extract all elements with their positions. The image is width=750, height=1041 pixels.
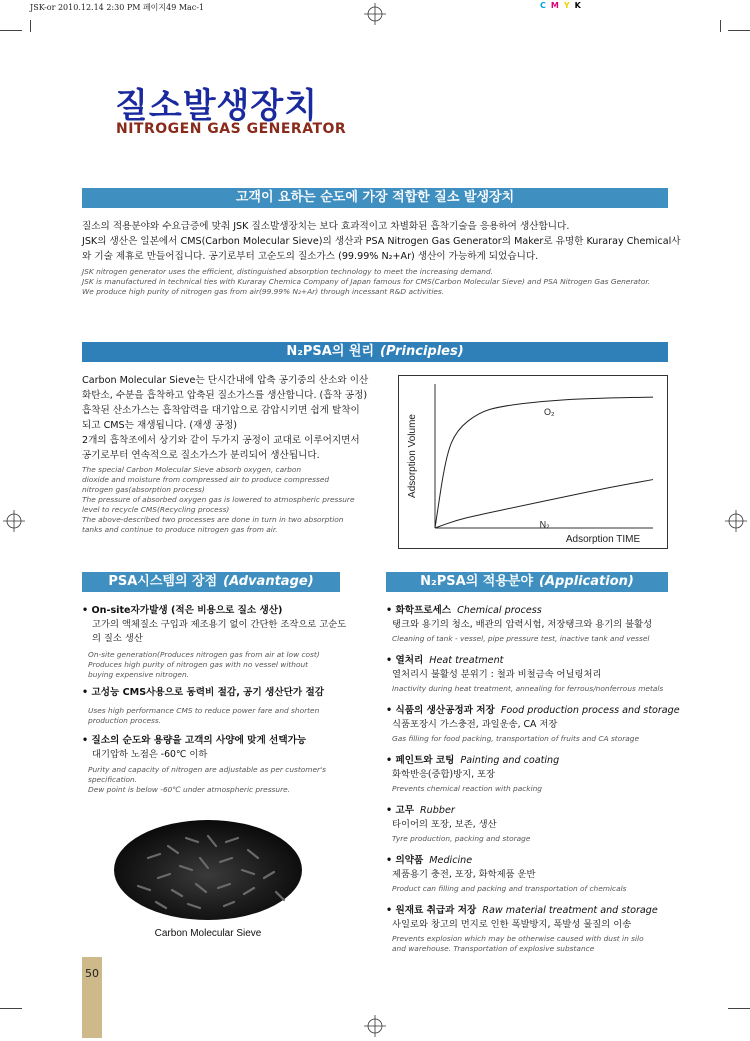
application-band-ko: N₂PSA의 적용분야	[420, 574, 534, 589]
crop-mark	[728, 30, 750, 31]
o2-series-label: O₂	[544, 407, 555, 418]
application-item-title-en: Raw material treatment and storage	[482, 905, 658, 916]
application-item-title-ko: • 의약품	[386, 855, 424, 866]
intro-ko-line: 와 기술 제휴로 만들어집니다. 공기로부터 고순도의 질소가스 (99.99% N₂+Ar) 생산이 가능하게 되었습니다.	[82, 251, 539, 262]
page-title: 질소발생장치	[115, 86, 319, 126]
intro-band: 고객이 요하는 순도에 가장 적합한 질소 발생장치	[82, 188, 668, 208]
page-subtitle: NITROGEN GAS GENERATOR	[116, 121, 347, 137]
application-item-title-en: Rubber	[420, 805, 455, 816]
application-item-title-en: Medicine	[429, 855, 473, 866]
cmyk-marks	[540, 1, 586, 10]
advantage-item-title: • 고성능 CMS사용으로 동력비 절감, 공기 생산단가 절감	[82, 687, 325, 698]
crop-mark	[0, 1008, 22, 1009]
application-item-en: and warehouse. Transportation of explosive substance	[392, 944, 595, 953]
principles-en-line: level to recycle CMS(Recycling process)	[82, 505, 230, 514]
application-item-title-ko: • 고무	[386, 805, 415, 816]
application-item	[386, 654, 686, 694]
application-item-title	[386, 854, 686, 868]
application-item-ko: 탱크와 용기의 청소, 배관의 압력시험, 저장탱크와 용기의 불활성	[392, 619, 653, 630]
application-item	[386, 904, 686, 954]
application-item-title	[386, 604, 686, 618]
application-item	[386, 754, 686, 794]
advantage-item	[82, 686, 372, 726]
principles-en-line: tanks and continue to produce nitrogen gas from air.	[82, 525, 278, 534]
y-axis-label: Adsorption Volume	[407, 414, 418, 498]
principles-ko-line: 공기로부터 연속적으로 질소가스가 분리되어 생산됩니다.	[82, 450, 320, 461]
carbon-molecular-sieve-photo	[108, 798, 308, 928]
cmyk-k: K	[574, 1, 586, 10]
principles-en-line: The pressure of absorbed oxygen gas is lowered to atmospheric pressure	[82, 495, 355, 504]
crop-mark	[728, 1008, 750, 1009]
photo-caption: Carbon Molecular Sieve	[154, 928, 262, 939]
principles-ko-line: 흡착된 산소가스는 흡착압력을 대기압으로 감압시키면 쉽게 탈착이	[82, 405, 360, 416]
page-number: 50	[82, 957, 102, 1038]
crop-mark	[30, 20, 31, 32]
advantage-item-ko: 의 질소 생산	[92, 633, 143, 644]
x-axis-label: Adsorption TIME	[565, 534, 641, 545]
application-item-title-ko: • 열처리	[386, 655, 424, 666]
intro-en-line: JSK nitrogen generator uses the efficient, distinguished absorption technology to meet the increasing demand.	[82, 267, 494, 276]
application-item-title-en: Chemical process	[457, 605, 542, 616]
application-item-ko: 화학반응(중합)방지, 포장	[392, 769, 495, 780]
principles-ko-line: 2개의 흡착조에서 상기와 같이 두가지 공정이 교대로 이루어지면서	[82, 435, 360, 446]
application-item-en: Prevents chemical reaction with packing	[392, 784, 542, 793]
advantage-item	[82, 734, 372, 795]
cmyk-y: Y	[563, 1, 575, 10]
advantage-item-en: production process.	[88, 716, 162, 725]
intro-text	[82, 219, 682, 297]
application-item-en: Prevents explosion which may be otherwise caused with dust in silo	[392, 934, 644, 943]
application-item-ko: 제품용기 충전, 포장, 화학제품 운반	[392, 869, 536, 880]
application-item-title-ko: • 페인트와 코팅	[386, 755, 455, 766]
intro-en-line: We produce high purity of nitrogen gas from air(99.99% N₂+Ar) through incessant R&D activities.	[82, 287, 445, 296]
advantage-item-en: buying expensive nitrogen.	[88, 670, 190, 679]
application-item-title-ko: • 화학프로세스	[386, 605, 452, 616]
intro-ko-line: 질소의 적용분야와 수요급증에 맞춰 JSK 질소발생장치는 보다 효과적이고 차별화된 흡착기술을 응용하여 생산합니다.	[82, 221, 570, 232]
application-item-ko: 열처리시 불활성 분위기 : 철과 비철금속 어닐링처리	[392, 669, 602, 680]
advantage-item-ko: 대기압하 노점은 -60℃ 이하	[92, 749, 208, 760]
application-item-title	[386, 654, 686, 668]
application-item-title	[386, 704, 686, 718]
application-item-title-en: Painting and coating	[460, 755, 560, 766]
registration-mark-left-icon	[3, 510, 25, 532]
application-item-ko: 타이어의 포장, 보존, 생산	[392, 819, 497, 830]
application-item-title	[386, 754, 686, 768]
application-item-ko: 식품포장시 가스충전, 과일운송, CA 저장	[392, 719, 558, 730]
advantage-band-en: (Advantage)	[223, 574, 314, 589]
application-item-en: Product can filling and packing and transportation of chemicals	[392, 884, 627, 893]
application-item-title-en: Heat treatment	[429, 655, 504, 666]
principles-band-ko: N₂PSA의 원리	[286, 344, 375, 359]
application-item-title	[386, 904, 686, 918]
registration-mark-right-icon	[725, 510, 747, 532]
adsorption-chart	[398, 375, 668, 549]
application-item-en: Cleaning of tank - vessel, pipe pressure test, inactive tank and vessel	[392, 634, 650, 643]
principles-ko-line: Carbon Molecular Sieve는 단시간내에 압축 공기중의 산소와 이산	[82, 375, 369, 386]
crop-mark	[0, 30, 22, 31]
advantage-item	[82, 604, 372, 680]
intro-en-line: JSK is manufactured in technical ties with Kuraray Chemica Company of Japan famous for CMS(Carbon Molecular Sieve) and PSA Nitrogen Gas Generator.	[82, 277, 651, 286]
application-item-title-ko: • 원재료 취급과 저장	[386, 905, 477, 916]
advantage-item-ko: 고가의 액체질소 구입과 제조용기 없이 간단한 조작으로 고순도	[92, 619, 347, 630]
principles-en-line: dioxide and moisture from compressed air to produce compressed	[82, 475, 330, 484]
cmyk-c: C	[540, 1, 551, 10]
cmyk-m: M	[550, 1, 564, 10]
advantage-item-en: Purity and capacity of nitrogen are adjustable as per customer's	[88, 765, 326, 774]
application-item-title	[386, 804, 686, 818]
adsorption-chart-svg	[399, 376, 667, 548]
advantage-list	[82, 604, 372, 795]
application-item-en: Tyre production, packing and storage	[392, 834, 531, 843]
principles-en-line: The special Carbon Molecular Sieve absorb oxygen, carbon	[82, 465, 302, 474]
advantage-item-en: Uses high performance CMS to reduce power fare and shorten	[88, 706, 320, 715]
application-list	[386, 604, 686, 954]
application-item-title-en: Food production process and storage	[500, 705, 680, 716]
principles-en-line: The above-described two processes are done in turn in two absorption	[82, 515, 344, 524]
intro-ko-line: JSK의 생산은 일본에서 CMS(Carbon Molecular Sieve)의 생산과 PSA Nitrogen Gas Generator의 Maker로 유명한 Kuraray Chemical사	[82, 236, 681, 247]
advantage-item-title: • On-site자가발생 (적은 비용으로 질소 생산)	[82, 605, 283, 616]
application-band	[386, 572, 668, 592]
print-header: JSK-or 2010.12.14 2:30 PM 페이지49 Mac-1	[30, 3, 205, 12]
registration-mark-bottom-icon	[364, 1015, 386, 1037]
application-item	[386, 704, 686, 744]
application-item-ko: 사일로와 창고의 먼지로 인한 폭발방지, 폭발성 물질의 이송	[392, 919, 632, 930]
principles-ko-line: 화탄소, 수분을 흡착하고 압축된 질소가스를 생산합니다. (흡착 공정)	[82, 390, 368, 401]
principles-ko-line: 되고 CMS는 재생됩니다. (재생 공정)	[82, 420, 238, 431]
advantage-band	[82, 572, 340, 592]
advantage-item-en: Produces high purity of nitrogen gas with no vessel without	[88, 660, 309, 669]
principles-band	[82, 342, 668, 362]
advantage-band-ko: PSA시스템의 장점	[108, 574, 218, 589]
advantage-item-en: Dew point is below -60℃ under atmospheric pressure.	[88, 785, 291, 794]
principles-band-en: (Principles)	[380, 344, 464, 359]
application-item-en: Gas filling for food packing, transportation of fruits and CA storage	[392, 734, 640, 743]
advantage-item-en: specification.	[88, 775, 138, 784]
application-item	[386, 804, 686, 844]
advantage-item-en: On-site generation(Produces nitrogen gas from air at low cost)	[88, 650, 320, 659]
application-band-en: (Application)	[539, 574, 634, 589]
application-item	[386, 854, 686, 894]
principles-text	[82, 373, 388, 535]
crop-mark	[720, 20, 721, 32]
application-item-title-ko: • 식품의 생산공정과 저장	[386, 705, 495, 716]
n2-series-label: N₂	[539, 519, 550, 530]
advantage-item-title: • 질소의 순도와 용량을 고객의 사양에 맞게 선택가능	[82, 735, 307, 746]
registration-mark-top-icon	[364, 3, 386, 25]
application-item-en: Inactivity during heat treatment, annealing for ferrous/nonferrous metals	[392, 684, 664, 693]
application-item	[386, 604, 686, 644]
principles-en-line: nitrogen gas(absorption process)	[82, 485, 205, 494]
